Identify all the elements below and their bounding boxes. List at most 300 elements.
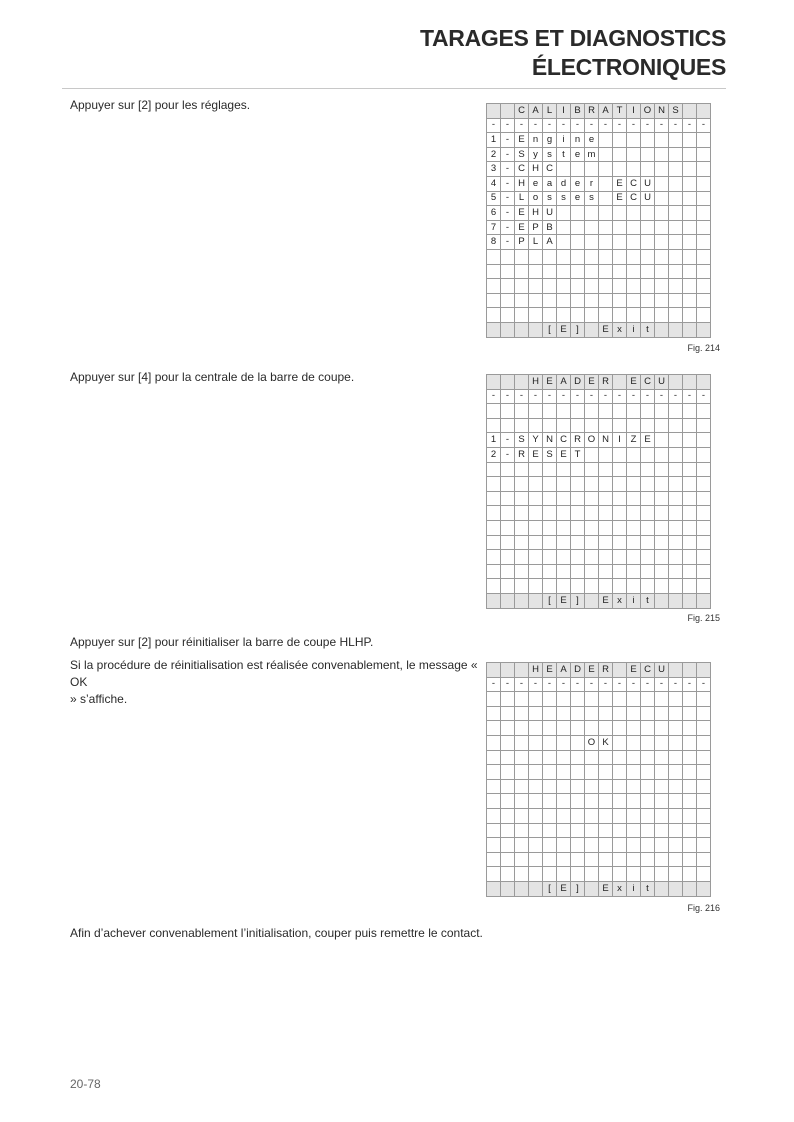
screen-cell: E bbox=[529, 447, 543, 462]
screen-cell bbox=[683, 491, 697, 506]
screen-cell: - bbox=[599, 118, 613, 133]
screen-cell: L bbox=[515, 191, 529, 206]
screen-cell bbox=[543, 706, 557, 721]
screen-row bbox=[487, 447, 711, 462]
screen-cell bbox=[683, 462, 697, 477]
screen-cell bbox=[683, 520, 697, 535]
screen-cell bbox=[641, 692, 655, 707]
screen-cell bbox=[585, 721, 599, 736]
screen-cell bbox=[641, 220, 655, 235]
screen-cell bbox=[599, 249, 613, 264]
screen-cell bbox=[515, 852, 529, 867]
screen-cell bbox=[501, 535, 515, 550]
screen-cell bbox=[683, 535, 697, 550]
screen-cell: - bbox=[641, 677, 655, 692]
screen-cell bbox=[697, 692, 711, 707]
screen-cell: - bbox=[487, 389, 501, 404]
screen-cell bbox=[697, 564, 711, 579]
screen-cell bbox=[487, 852, 501, 867]
screen-cell bbox=[487, 794, 501, 809]
screen-row bbox=[487, 765, 711, 780]
screen-cell: - bbox=[683, 389, 697, 404]
screen-cell: 1 bbox=[487, 133, 501, 148]
screen-cell: 4 bbox=[487, 176, 501, 191]
screen-cell bbox=[585, 823, 599, 838]
screen-row bbox=[487, 677, 711, 692]
screen-cell: - bbox=[571, 677, 585, 692]
screen-row bbox=[487, 389, 711, 404]
screen-cell bbox=[613, 779, 627, 794]
screen-cell bbox=[585, 462, 599, 477]
screen-cell bbox=[557, 867, 571, 882]
screen-cell bbox=[627, 550, 641, 565]
screen-cell bbox=[641, 823, 655, 838]
screen-cell bbox=[585, 794, 599, 809]
screen-cell: O bbox=[585, 433, 599, 448]
screen-cell bbox=[585, 779, 599, 794]
screen-cell bbox=[669, 491, 683, 506]
screen-cell bbox=[669, 564, 683, 579]
screen-cell bbox=[627, 721, 641, 736]
screen-cell bbox=[613, 794, 627, 809]
screen-cell bbox=[515, 663, 529, 678]
screen-cell: R bbox=[571, 433, 585, 448]
screen-cell bbox=[669, 721, 683, 736]
screen-cell bbox=[627, 477, 641, 492]
screen-cell bbox=[585, 220, 599, 235]
screen-cell bbox=[697, 308, 711, 323]
screen-cell bbox=[571, 808, 585, 823]
screen-cell bbox=[641, 462, 655, 477]
screen-row bbox=[487, 235, 711, 250]
screen-cell: - bbox=[627, 118, 641, 133]
screen-cell bbox=[683, 550, 697, 565]
screen-cell: B bbox=[571, 104, 585, 119]
screen-cell bbox=[641, 308, 655, 323]
screen-row bbox=[487, 735, 711, 750]
screen-cell: - bbox=[655, 118, 669, 133]
screen-cell bbox=[627, 750, 641, 765]
screen-cell bbox=[501, 308, 515, 323]
screen-row bbox=[487, 808, 711, 823]
screen-cell bbox=[641, 535, 655, 550]
screen-cell bbox=[655, 433, 669, 448]
screen-cell bbox=[487, 477, 501, 492]
screen-cell bbox=[529, 404, 543, 419]
screen-cell: [ bbox=[543, 322, 557, 337]
screen-cell bbox=[697, 404, 711, 419]
screen-cell bbox=[543, 735, 557, 750]
screen-cell bbox=[585, 535, 599, 550]
screen-cell bbox=[599, 692, 613, 707]
instruction-ok-message bbox=[70, 657, 490, 708]
screen-cell bbox=[501, 750, 515, 765]
screen-cell bbox=[543, 779, 557, 794]
screen-cell bbox=[641, 794, 655, 809]
screen-cell bbox=[543, 535, 557, 550]
screen-cell bbox=[683, 564, 697, 579]
screen-cell bbox=[683, 779, 697, 794]
screen-cell: 6 bbox=[487, 206, 501, 221]
screen-cell: - bbox=[543, 389, 557, 404]
screen-cell bbox=[627, 447, 641, 462]
screen-cell bbox=[543, 579, 557, 594]
screen-cell bbox=[669, 462, 683, 477]
screen-cell: - bbox=[669, 389, 683, 404]
screen-cell bbox=[655, 794, 669, 809]
screen-cell bbox=[529, 491, 543, 506]
screen-cell: E bbox=[613, 191, 627, 206]
screen-cell: E bbox=[613, 176, 627, 191]
screen-cell bbox=[641, 264, 655, 279]
screen-cell: - bbox=[557, 389, 571, 404]
screen-cell: - bbox=[501, 235, 515, 250]
screen-cell bbox=[557, 779, 571, 794]
screen-cell bbox=[515, 404, 529, 419]
screen-cell bbox=[655, 279, 669, 294]
screen-cell bbox=[529, 418, 543, 433]
screen-cell bbox=[655, 779, 669, 794]
screen-row bbox=[487, 191, 711, 206]
screen-cell bbox=[669, 692, 683, 707]
screen-cell: [ bbox=[543, 593, 557, 608]
screen-cell bbox=[599, 206, 613, 221]
screen-cell bbox=[501, 881, 515, 896]
screen-cell bbox=[613, 206, 627, 221]
screen-cell bbox=[585, 308, 599, 323]
screen-row bbox=[487, 692, 711, 707]
screen-cell bbox=[585, 293, 599, 308]
screen-cell: E bbox=[557, 881, 571, 896]
screen-cell bbox=[557, 550, 571, 565]
screen-cell bbox=[557, 418, 571, 433]
screen-cell bbox=[627, 418, 641, 433]
screen-cell bbox=[683, 477, 697, 492]
screen-cell bbox=[599, 418, 613, 433]
screen-cell bbox=[641, 279, 655, 294]
screen-cell bbox=[641, 579, 655, 594]
screen-cell: - bbox=[655, 677, 669, 692]
screen-cell bbox=[669, 867, 683, 882]
screen-cell: - bbox=[557, 118, 571, 133]
screen-cell bbox=[599, 535, 613, 550]
screen-row bbox=[487, 104, 711, 119]
screen-cell: A bbox=[599, 104, 613, 119]
screen-cell bbox=[697, 104, 711, 119]
screen-cell bbox=[501, 823, 515, 838]
screen-cell bbox=[683, 721, 697, 736]
screen-cell: - bbox=[571, 118, 585, 133]
screen-cell: - bbox=[501, 447, 515, 462]
screen-row bbox=[487, 721, 711, 736]
screen-cell bbox=[641, 838, 655, 853]
screen-row bbox=[487, 375, 711, 390]
display-screen-header-ecu bbox=[486, 374, 711, 609]
screen-cell bbox=[641, 491, 655, 506]
screen-cell bbox=[613, 520, 627, 535]
screen-cell bbox=[641, 735, 655, 750]
screen-cell bbox=[669, 477, 683, 492]
screen-cell bbox=[697, 506, 711, 521]
screen-cell: N bbox=[655, 104, 669, 119]
screen-cell bbox=[655, 881, 669, 896]
screen-cell bbox=[487, 663, 501, 678]
screen-cell bbox=[627, 520, 641, 535]
screen-cell bbox=[487, 808, 501, 823]
screen-cell bbox=[543, 506, 557, 521]
screen-cell: I bbox=[613, 433, 627, 448]
screen-cell bbox=[487, 765, 501, 780]
screen-cell bbox=[599, 765, 613, 780]
screen-cell: I bbox=[557, 104, 571, 119]
screen-cell bbox=[529, 765, 543, 780]
screen-cell bbox=[571, 308, 585, 323]
screen-row bbox=[487, 706, 711, 721]
screen-cell bbox=[529, 735, 543, 750]
screen-cell: C bbox=[557, 433, 571, 448]
screen-cell: L bbox=[529, 235, 543, 250]
page-title-line-1: TARAGES ET DIAGNOSTICS bbox=[419, 25, 726, 51]
screen-cell: o bbox=[529, 191, 543, 206]
screen-cell: - bbox=[557, 677, 571, 692]
screen-cell bbox=[543, 491, 557, 506]
screen-row bbox=[487, 491, 711, 506]
screen-cell bbox=[571, 520, 585, 535]
screen-cell bbox=[599, 264, 613, 279]
screen-cell bbox=[669, 706, 683, 721]
screen-cell: T bbox=[613, 104, 627, 119]
screen-cell bbox=[683, 235, 697, 250]
screen-cell bbox=[557, 535, 571, 550]
screen-cell bbox=[669, 235, 683, 250]
screen-cell bbox=[655, 491, 669, 506]
screen-cell bbox=[487, 579, 501, 594]
screen-cell: - bbox=[529, 118, 543, 133]
instruction-header-ecu: Appuyer sur [4] pour la centrale de la barre de coupe. bbox=[70, 370, 355, 384]
screen-cell bbox=[571, 462, 585, 477]
screen-row bbox=[487, 147, 711, 162]
screen-cell: E bbox=[557, 447, 571, 462]
screen-cell bbox=[641, 447, 655, 462]
screen-cell bbox=[683, 433, 697, 448]
screen-cell: - bbox=[613, 389, 627, 404]
screen-row bbox=[487, 838, 711, 853]
screen-cell bbox=[655, 418, 669, 433]
screen-cell bbox=[627, 206, 641, 221]
screen-cell bbox=[655, 477, 669, 492]
screen-cell bbox=[529, 506, 543, 521]
screen-cell bbox=[501, 506, 515, 521]
screen-row bbox=[487, 118, 711, 133]
screen-cell: U bbox=[641, 191, 655, 206]
screen-cell bbox=[613, 867, 627, 882]
screen-cell bbox=[697, 881, 711, 896]
screen-cell bbox=[697, 721, 711, 736]
screen-cell bbox=[529, 535, 543, 550]
screen-cell bbox=[515, 765, 529, 780]
screen-cell bbox=[697, 447, 711, 462]
screen-cell bbox=[613, 477, 627, 492]
screen-cell: N bbox=[599, 433, 613, 448]
screen-cell bbox=[697, 147, 711, 162]
screen-cell: - bbox=[515, 677, 529, 692]
screen-cell bbox=[683, 249, 697, 264]
screen-cell bbox=[669, 765, 683, 780]
screen-cell: R bbox=[599, 663, 613, 678]
screen-cell bbox=[683, 867, 697, 882]
screen-cell bbox=[585, 477, 599, 492]
screen-cell: x bbox=[613, 593, 627, 608]
screen-cell bbox=[501, 692, 515, 707]
screen-cell bbox=[683, 750, 697, 765]
screen-cell: e bbox=[571, 176, 585, 191]
screen-cell bbox=[571, 721, 585, 736]
screen-cell bbox=[683, 418, 697, 433]
screen-cell bbox=[613, 721, 627, 736]
screen-cell bbox=[585, 881, 599, 896]
screen-cell bbox=[515, 322, 529, 337]
screen-cell: K bbox=[599, 735, 613, 750]
screen-cell bbox=[585, 852, 599, 867]
screen-cell bbox=[571, 162, 585, 177]
screen-cell bbox=[669, 176, 683, 191]
screen-row bbox=[487, 535, 711, 550]
screen-cell bbox=[543, 750, 557, 765]
screen-row bbox=[487, 322, 711, 337]
screen-row bbox=[487, 579, 711, 594]
screen-cell bbox=[627, 867, 641, 882]
screen-cell bbox=[669, 162, 683, 177]
screen-cell bbox=[585, 550, 599, 565]
screen-cell bbox=[515, 491, 529, 506]
screen-cell bbox=[697, 535, 711, 550]
screen-cell bbox=[515, 692, 529, 707]
screen-cell bbox=[641, 550, 655, 565]
screen-cell bbox=[613, 462, 627, 477]
screen-cell bbox=[501, 735, 515, 750]
screen-cell bbox=[641, 808, 655, 823]
screen-cell bbox=[487, 550, 501, 565]
screen-cell: C bbox=[627, 191, 641, 206]
screen-cell: E bbox=[557, 593, 571, 608]
screen-cell bbox=[557, 579, 571, 594]
screen-cell bbox=[613, 220, 627, 235]
screen-cell: - bbox=[529, 677, 543, 692]
screen-cell bbox=[487, 293, 501, 308]
screen-cell: - bbox=[529, 389, 543, 404]
screen-cell bbox=[515, 477, 529, 492]
screen-cell bbox=[669, 220, 683, 235]
screen-cell bbox=[501, 404, 515, 419]
screen-cell: S bbox=[515, 433, 529, 448]
screen-cell: - bbox=[697, 118, 711, 133]
screen-cell bbox=[515, 308, 529, 323]
screen-cell bbox=[515, 293, 529, 308]
screen-cell: - bbox=[585, 389, 599, 404]
screen-cell bbox=[669, 249, 683, 264]
screen-cell bbox=[655, 750, 669, 765]
screen-cell bbox=[487, 706, 501, 721]
screen-cell bbox=[655, 808, 669, 823]
screen-cell bbox=[655, 535, 669, 550]
screen-cell: S bbox=[669, 104, 683, 119]
screen-row bbox=[487, 663, 711, 678]
screen-cell bbox=[585, 765, 599, 780]
screen-cell bbox=[655, 176, 669, 191]
figure-caption: Fig. 214 bbox=[687, 343, 720, 353]
screen-cell bbox=[599, 721, 613, 736]
screen-cell: U bbox=[655, 663, 669, 678]
screen-cell bbox=[683, 692, 697, 707]
screen-cell bbox=[585, 491, 599, 506]
screen-cell bbox=[669, 520, 683, 535]
screen-cell bbox=[627, 293, 641, 308]
screen-cell bbox=[641, 867, 655, 882]
screen-cell bbox=[501, 520, 515, 535]
screen-cell: B bbox=[543, 220, 557, 235]
screen-cell bbox=[515, 520, 529, 535]
screen-cell: E bbox=[585, 663, 599, 678]
screen-cell bbox=[697, 220, 711, 235]
screen-cell bbox=[515, 881, 529, 896]
screen-cell bbox=[655, 235, 669, 250]
screen-cell bbox=[697, 433, 711, 448]
screen-cell bbox=[571, 249, 585, 264]
screen-cell bbox=[585, 706, 599, 721]
screen-cell bbox=[529, 721, 543, 736]
screen-cell bbox=[515, 721, 529, 736]
screen-cell bbox=[585, 506, 599, 521]
screen-cell bbox=[613, 535, 627, 550]
screen-cell bbox=[557, 293, 571, 308]
screen-cell: D bbox=[571, 663, 585, 678]
screen-row bbox=[487, 220, 711, 235]
screen-cell: - bbox=[641, 118, 655, 133]
screen-cell bbox=[641, 235, 655, 250]
screen-cell bbox=[613, 692, 627, 707]
screen-cell bbox=[655, 462, 669, 477]
screen-cell: ] bbox=[571, 881, 585, 896]
screen-cell bbox=[543, 293, 557, 308]
screen-cell bbox=[697, 808, 711, 823]
screen-cell bbox=[571, 206, 585, 221]
screen-cell bbox=[599, 706, 613, 721]
screen-cell bbox=[697, 264, 711, 279]
screen-cell: A bbox=[557, 663, 571, 678]
screen-cell bbox=[557, 564, 571, 579]
screen-cell: r bbox=[585, 176, 599, 191]
screen-cell bbox=[557, 491, 571, 506]
figure-caption: Fig. 215 bbox=[687, 613, 720, 623]
screen-cell bbox=[613, 264, 627, 279]
screen-row bbox=[487, 462, 711, 477]
screen-cell bbox=[697, 823, 711, 838]
screen-cell bbox=[655, 322, 669, 337]
screen-cell bbox=[669, 823, 683, 838]
screen-cell bbox=[627, 462, 641, 477]
screen-cell: - bbox=[501, 147, 515, 162]
screen-cell: - bbox=[501, 191, 515, 206]
screen-cell bbox=[557, 721, 571, 736]
screen-cell bbox=[501, 491, 515, 506]
screen-cell bbox=[585, 162, 599, 177]
screen-cell bbox=[697, 418, 711, 433]
screen-cell bbox=[669, 506, 683, 521]
screen-row bbox=[487, 593, 711, 608]
screen-cell bbox=[655, 249, 669, 264]
screen-cell: A bbox=[557, 375, 571, 390]
screen-cell bbox=[557, 750, 571, 765]
